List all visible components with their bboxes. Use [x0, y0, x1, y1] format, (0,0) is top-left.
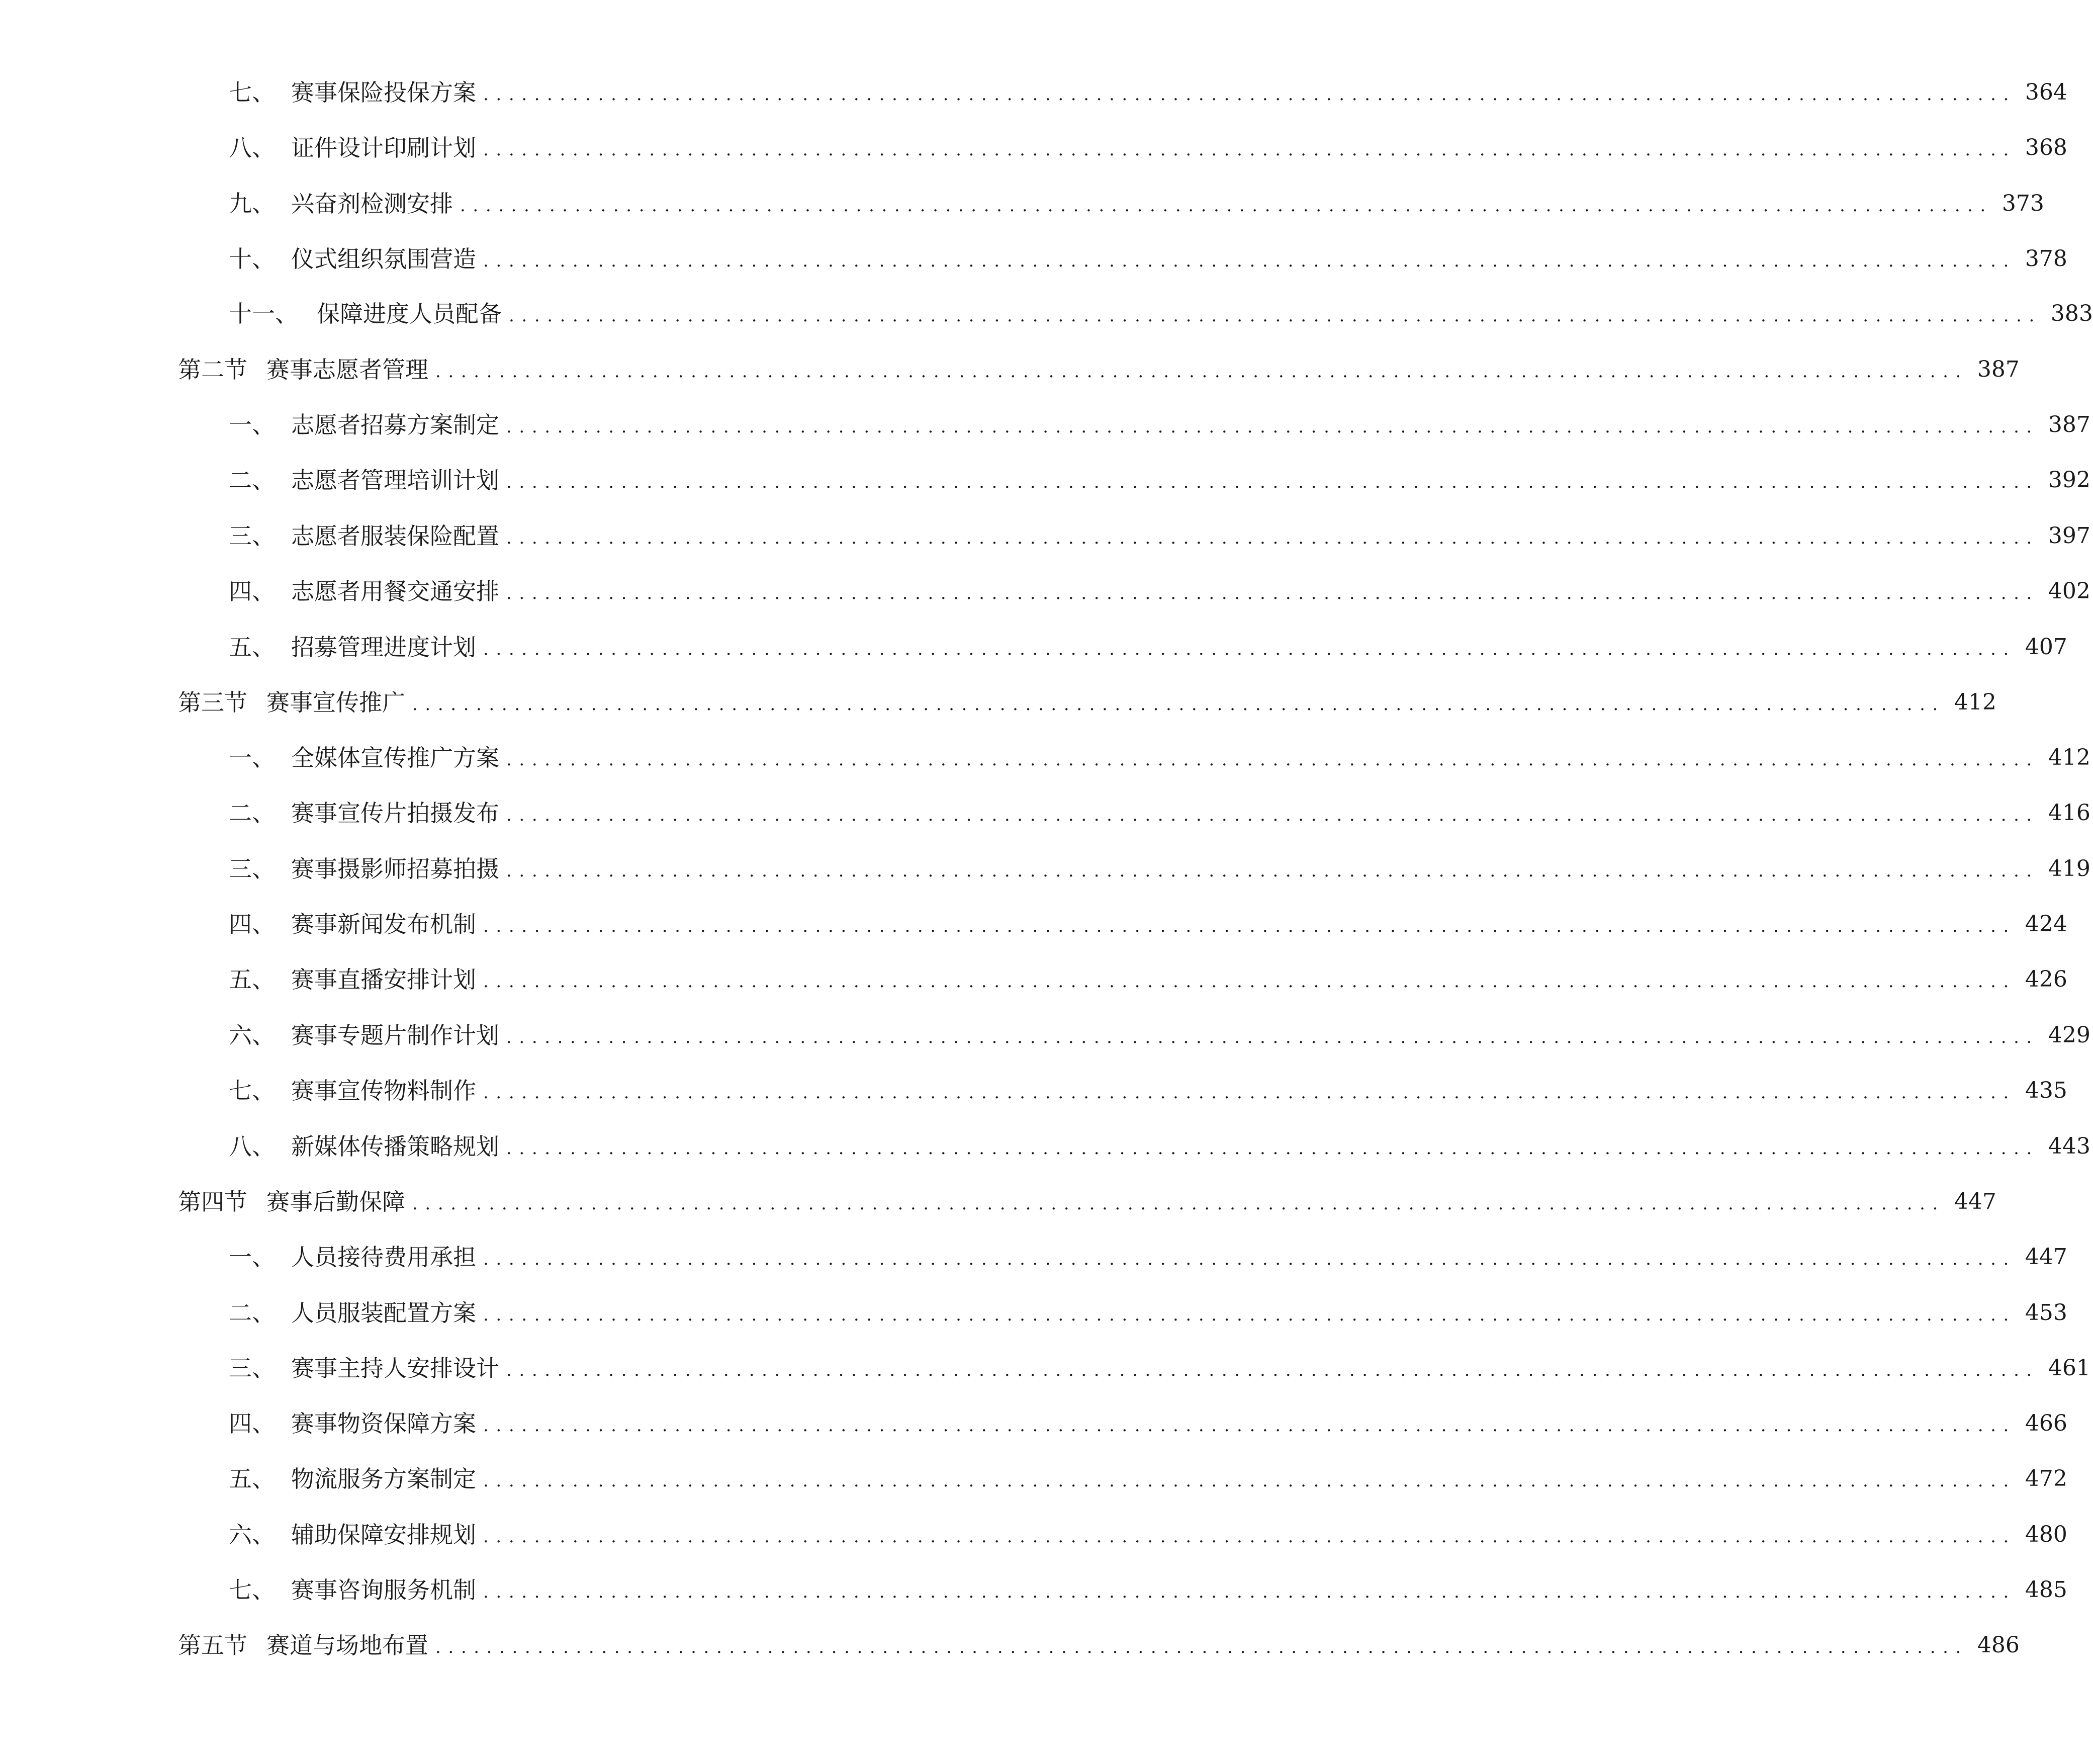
dot-leader: ........................................................................................................................: [483, 639, 2016, 659]
toc-entry-page: 419: [2048, 856, 2090, 881]
toc-entry-number: 一、: [229, 1244, 275, 1271]
dot-leader: ........................................................................................................................: [435, 1637, 1968, 1657]
toc-entry[interactable]: [0, 844, 2090, 894]
toc-entry-number: 六、: [229, 1022, 275, 1049]
toc-entry-title: 人员服装配置方案: [291, 1299, 476, 1327]
toc-entry[interactable]: [0, 179, 2044, 229]
toc-entry-page: 407: [2025, 634, 2067, 660]
toc-entry-page: 429: [2048, 1022, 2090, 1048]
toc-entry-page: 383: [2050, 301, 2093, 326]
dot-leader: ........................................................................................................................: [483, 916, 2016, 936]
toc-entry-title: 赛事主持人安排设计: [291, 1355, 499, 1382]
toc-entry-title: 保障进度人员配备: [317, 300, 502, 327]
dot-leader: ........................................................................................................................: [483, 1416, 2016, 1436]
dot-leader: ........................................................................................................................: [506, 417, 2039, 437]
toc-entry-number: 第五节: [178, 1632, 247, 1659]
toc-entry-number: 第四节: [178, 1188, 247, 1215]
dot-leader: ........................................................................................................................: [435, 362, 1968, 382]
dot-leader: ........................................................................................................................: [483, 84, 2016, 105]
toc-entry-page: 486: [1977, 1632, 2020, 1658]
dot-leader: ........................................................................................................................: [506, 472, 2039, 492]
toc-entry-number: 十一、: [229, 300, 298, 327]
toc-entry-page: 387: [2048, 412, 2090, 437]
toc-entry-title: 赛事新闻发布机制: [291, 911, 476, 938]
toc-entry[interactable]: [0, 733, 2090, 783]
toc-entry[interactable]: [0, 455, 2090, 505]
toc-entry-title: 志愿者管理培训计划: [291, 467, 499, 494]
dot-leader: ........................................................................................................................: [506, 583, 2039, 603]
toc-entry-title: 全媒体宣传推广方案: [291, 744, 499, 771]
dot-leader: ........................................................................................................................: [483, 1471, 2016, 1491]
toc-entry-title: 赛事后勤保障: [266, 1188, 405, 1215]
toc-entry-number: 五、: [229, 966, 275, 993]
dot-leader: ........................................................................................................................: [506, 1027, 2039, 1047]
toc-entry-number: 四、: [229, 911, 275, 938]
toc-entry-title: 辅助保障安排规划: [291, 1521, 476, 1548]
toc-entry[interactable]: [0, 1398, 2067, 1449]
toc-entry[interactable]: [0, 1343, 2090, 1393]
toc-entry-number: 一、: [229, 744, 275, 771]
toc-entry-page: 416: [2048, 800, 2090, 826]
dot-leader: ........................................................................................................................: [506, 528, 2039, 548]
dot-leader: ........................................................................................................................: [483, 1527, 2016, 1547]
toc-entry-number: 七、: [229, 79, 275, 106]
dot-leader: ........................................................................................................................: [412, 694, 1945, 715]
toc-entry-number: 六、: [229, 1521, 275, 1548]
dot-leader: ........................................................................................................................: [509, 306, 2042, 326]
toc-entry-page: 373: [2001, 191, 2044, 216]
toc-entry-title: 新媒体传播策略规划: [291, 1133, 499, 1160]
toc-entry-page: 412: [2048, 745, 2090, 770]
toc-entry-page: 480: [2025, 1522, 2067, 1547]
toc-entry-title: 赛事咨询服务机制: [291, 1576, 476, 1604]
dot-leader: ........................................................................................................................: [506, 1360, 2039, 1380]
toc-entry-page: 392: [2048, 467, 2090, 493]
toc-entry[interactable]: [0, 1177, 1996, 1227]
toc-entry-title: 志愿者用餐交通安排: [291, 578, 499, 605]
toc-entry-title: 赛事直播安排计划: [291, 966, 476, 993]
toc-entry-page: 466: [2025, 1410, 2067, 1436]
dot-leader: ........................................................................................................................: [483, 251, 2016, 271]
toc-entry[interactable]: [0, 123, 2067, 173]
toc-entry[interactable]: [0, 677, 1996, 728]
toc-entry-title: 赛事物资保障方案: [291, 1410, 476, 1437]
toc-entry-page: 447: [2025, 1244, 2067, 1270]
toc-entry-page: 368: [2025, 135, 2067, 160]
toc-entry-number: 第二节: [178, 356, 247, 383]
toc-entry-number: 七、: [229, 1576, 275, 1604]
toc-entry[interactable]: [0, 622, 2067, 672]
toc-entry-title: 志愿者服装保险配置: [291, 522, 499, 550]
dot-leader: ........................................................................................................................: [483, 140, 2016, 160]
toc-entry-title: 赛事专题片制作计划: [291, 1022, 499, 1049]
toc-entry-title: 人员接待费用承担: [291, 1244, 476, 1271]
toc-entry-number: 八、: [229, 1133, 275, 1160]
toc-entry-page: 412: [1954, 689, 1996, 715]
toc-entry-number: 七、: [229, 1077, 275, 1104]
toc-entry-page: 424: [2025, 911, 2067, 937]
toc-entry-number: 三、: [229, 1355, 275, 1382]
toc-entry[interactable]: [0, 511, 2090, 561]
toc-entry-number: 五、: [229, 634, 275, 661]
toc-entry-number: 八、: [229, 134, 275, 161]
toc-entry-number: 三、: [229, 522, 275, 550]
toc-entry-title: 赛事宣传片拍摄发布: [291, 800, 499, 827]
toc-entry-page: 378: [2025, 246, 2067, 272]
toc-entry[interactable]: [0, 1565, 2067, 1615]
dot-leader: ........................................................................................................................: [506, 750, 2039, 770]
toc-entry-number: 五、: [229, 1465, 275, 1492]
toc-entry-title: 仪式组织氛围营造: [291, 245, 476, 273]
toc-entry-page: 453: [2025, 1300, 2067, 1326]
toc-entry-number: 四、: [229, 578, 275, 605]
dot-leader: ........................................................................................................................: [412, 1194, 1945, 1214]
toc-entry-page: 364: [2025, 79, 2067, 105]
toc-entry[interactable]: [0, 67, 2067, 118]
toc-entry-number: 十、: [229, 245, 275, 273]
toc-entry[interactable]: [0, 954, 2067, 1005]
toc-entry[interactable]: [0, 289, 2093, 339]
dot-leader: ........................................................................................................................: [483, 1249, 2016, 1269]
toc-entry[interactable]: [0, 400, 2090, 450]
toc-entry-page: 387: [1977, 357, 2020, 382]
toc-entry-title: 赛事摄影师招募拍摄: [291, 855, 499, 883]
toc-entry-number: 第三节: [178, 689, 247, 716]
toc-entry-page: 443: [2048, 1133, 2090, 1159]
dot-leader: ........................................................................................................................: [483, 972, 2016, 992]
toc-entry-number: 三、: [229, 855, 275, 883]
toc-entry-page: 485: [2025, 1577, 2067, 1603]
toc-entry-page: 397: [2048, 523, 2090, 549]
dot-leader: ........................................................................................................................: [506, 805, 2039, 825]
toc-entry[interactable]: [0, 234, 2067, 284]
toc-entry-page: 402: [2048, 578, 2090, 604]
toc-entry-title: 兴奋剂检测安排: [291, 190, 453, 217]
toc-entry-title: 赛事宣传推广: [266, 689, 405, 716]
toc-entry-page: 461: [2048, 1355, 2090, 1381]
toc-entry-title: 招募管理进度计划: [291, 634, 476, 661]
toc-entry[interactable]: [0, 1288, 2067, 1338]
toc-entry-title: 物流服务方案制定: [291, 1465, 476, 1492]
toc-entry[interactable]: [0, 1010, 2090, 1061]
toc-entry-number: 四、: [229, 1410, 275, 1437]
toc-entry-page: 472: [2025, 1466, 2067, 1491]
dot-leader: ........................................................................................................................: [506, 861, 2039, 881]
dot-leader: ........................................................................................................................: [483, 1582, 2016, 1602]
toc-entry-number: 二、: [229, 1299, 275, 1327]
toc-entry-page: 426: [2025, 966, 2067, 992]
toc-entry[interactable]: [0, 1620, 2020, 1670]
toc-entry-number: 九、: [229, 190, 275, 217]
toc-entry-page: 447: [1954, 1189, 1996, 1214]
dot-leader: ........................................................................................................................: [483, 1083, 2016, 1103]
toc-entry-title: 赛事宣传物料制作: [291, 1077, 476, 1104]
toc-entry-title: 赛事志愿者管理: [266, 356, 428, 383]
toc-entry-title: 志愿者招募方案制定: [291, 411, 499, 438]
toc-entry-page: 435: [2025, 1078, 2067, 1103]
dot-leader: ........................................................................................................................: [460, 196, 1993, 216]
toc-entry[interactable]: [0, 1066, 2067, 1116]
toc-entry[interactable]: [0, 344, 2020, 395]
dot-leader: ........................................................................................................................: [506, 1138, 2039, 1159]
toc-entry[interactable]: [0, 1121, 2090, 1172]
toc-entry[interactable]: [0, 1454, 2067, 1504]
toc-entry-number: 二、: [229, 800, 275, 827]
toc-entry[interactable]: [0, 899, 2067, 949]
toc-entry[interactable]: [0, 566, 2090, 616]
toc-entry[interactable]: [0, 1232, 2067, 1282]
toc-entry-number: 一、: [229, 411, 275, 438]
toc-entry-number: 二、: [229, 467, 275, 494]
toc-entry-title: 证件设计印刷计划: [291, 134, 476, 161]
toc-entry[interactable]: [0, 1510, 2067, 1560]
dot-leader: ........................................................................................................................: [483, 1305, 2016, 1325]
toc-entry[interactable]: [0, 788, 2090, 838]
toc-entry-title: 赛道与场地布置: [266, 1632, 428, 1659]
toc-entry-title: 赛事保险投保方案: [291, 79, 476, 106]
